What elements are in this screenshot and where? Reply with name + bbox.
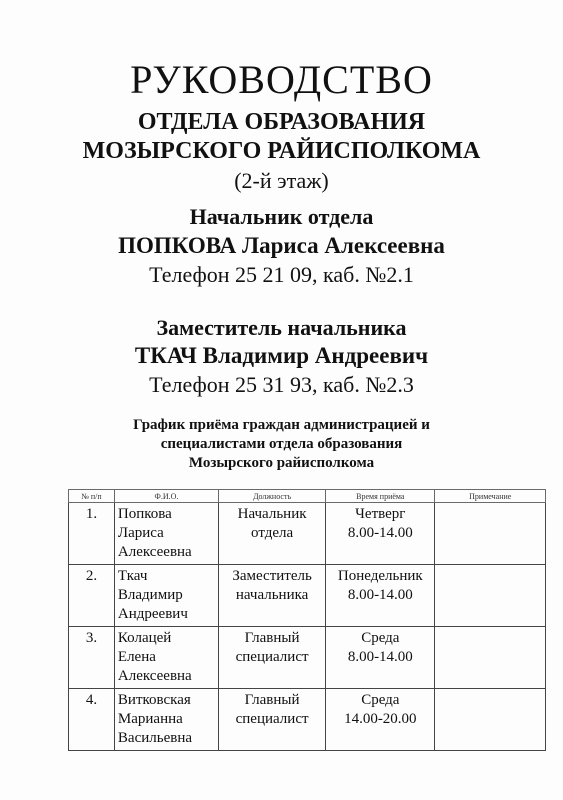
table-row	[69, 503, 546, 565]
row-note	[435, 565, 546, 627]
row-position: Заместитель начальника	[219, 565, 326, 627]
department-title-line2: МОЗЫРСКОГО РАЙИСПОЛКОМА	[82, 138, 481, 164]
row-time: Среда 8.00-14.00	[326, 627, 435, 689]
table-header-row	[69, 490, 546, 503]
row-name: Ткач Владимир Андреевич	[114, 565, 218, 627]
column-header-name: Ф.И.О.	[114, 490, 218, 503]
row-time: Среда 14.00-20.00	[326, 689, 435, 751]
row-number: 1.	[69, 503, 115, 565]
row-note	[435, 689, 546, 751]
floor-note: (2-й этаж)	[234, 168, 329, 193]
table-row	[69, 565, 546, 627]
column-header-number: № п/п	[69, 490, 115, 503]
row-number: 3.	[69, 627, 115, 689]
row-name: Колацей Елена Алексеевна	[114, 627, 218, 689]
row-number: 4.	[69, 689, 115, 751]
row-position: Начальник отдела	[219, 503, 326, 565]
head-role: Начальник отдела	[189, 204, 374, 229]
schedule-title-line1: График приёма граждан администрацией и	[133, 417, 430, 433]
table-row	[69, 689, 546, 751]
row-position: Главный специалист	[219, 627, 326, 689]
department-title-line1: ОТДЕЛА ОБРАЗОВАНИЯ	[137, 109, 426, 135]
deputy-phone: Телефон 25 31 93, каб. №2.3	[149, 372, 414, 397]
head-phone: Телефон 25 21 09, каб. №2.1	[149, 262, 414, 287]
schedule-title-line3: Мозырского райисполкома	[188, 455, 375, 471]
table-row	[69, 627, 546, 689]
row-time: Понедельник 8.00-14.00	[326, 565, 435, 627]
column-header-time: Время приёма	[326, 490, 435, 503]
row-name: Попкова Лариса Алексеевна	[114, 503, 218, 565]
column-header-position: Должность	[219, 490, 326, 503]
head-name: ПОПКОВА Лариса Алексеевна	[118, 233, 445, 258]
row-number: 2.	[69, 565, 115, 627]
page-title: РУКОВОДСТВО	[130, 57, 433, 102]
row-name: Витковская Марианна Васильевна	[114, 689, 218, 751]
column-header-note: Примечание	[435, 490, 546, 503]
row-position: Главный специалист	[219, 689, 326, 751]
row-note	[435, 503, 546, 565]
row-time: Четверг 8.00-14.00	[326, 503, 435, 565]
deputy-name: ТКАЧ Владимир Андреевич	[134, 343, 429, 368]
row-note	[435, 627, 546, 689]
schedule-title-line2: специалистами отдела образования	[160, 436, 403, 452]
schedule-table	[68, 489, 546, 751]
deputy-role: Заместитель начальника	[156, 315, 407, 340]
